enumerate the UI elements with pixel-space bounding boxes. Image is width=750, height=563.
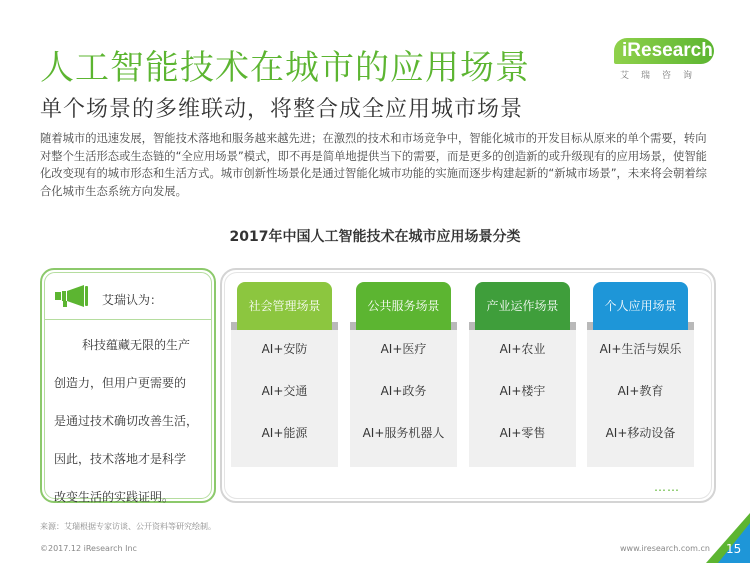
page-subtitle: 单个场景的多维联动，将整合成全应用城市场景 — [40, 97, 524, 122]
intro-paragraph: 随着城市的迅速发展，智能技术落地和服务越来越先进；在激烈的技术和市场竞争中，智能化城市的开发目标从原来的单个需要，转向对整个生活形态或生态链的“全应用场景”模式，即不再是简单地提供当下的需要，而是更多的创造新的或升级现有的应用场景，使智能化改变现有的城市形态和生活方式。城市创新性场景化是通过智能化城市功能的实施而逐步构建起新的“新城市场景”，未来将会朝着综合化城市生态系统方向发展。 — [40, 132, 707, 198]
page-number: 15 — [726, 542, 742, 556]
logo-wordmark: iResearch — [614, 38, 714, 64]
scenario-item: AI+交通 — [261, 384, 308, 398]
scenario-column-header: 个人应用场景 — [593, 282, 688, 330]
scenario-column-body — [231, 330, 338, 467]
website-url: www.iresearch.com.cn — [620, 544, 710, 553]
megaphone-icon — [54, 284, 96, 308]
scenario-column-header: 公共服务场景 — [356, 282, 451, 330]
page-title: 人工智能技术在城市的应用场景 — [40, 48, 530, 88]
scenario-column-personal — [593, 282, 688, 484]
scenario-column-body — [587, 330, 694, 467]
scenario-item: AI+生活与娱乐 — [599, 342, 682, 356]
scenario-column-header: 社会管理场景 — [237, 282, 332, 330]
scenario-column-header: 产业运作场景 — [475, 282, 570, 330]
scenario-column-body — [469, 330, 576, 467]
opinion-line: 改变生活的实践证明。 — [54, 490, 175, 504]
opinion-line: 是通过技术确切改善生活， — [54, 414, 199, 428]
scenario-item: AI+能源 — [261, 426, 308, 440]
scenario-item: AI+农业 — [499, 342, 546, 356]
opinion-line: 创造力，但用户更需要的 — [54, 376, 187, 390]
scenario-column-public — [356, 282, 451, 484]
source-note: 来源：艾瑞根据专家访谈、公开资料等研究绘制。 — [40, 522, 216, 531]
scenario-item: AI+零售 — [499, 426, 546, 440]
scenario-item: AI+医疗 — [380, 342, 427, 356]
scenario-item: AI+安防 — [261, 342, 308, 356]
opinion-line: 科技蕴藏无限的生产 — [82, 338, 191, 352]
scenario-item: AI+政务 — [380, 384, 427, 398]
scenario-column-industry — [475, 282, 570, 484]
more-ellipsis: …… — [654, 480, 680, 494]
scenario-item: AI+移动设备 — [605, 426, 676, 440]
scenario-item: AI+教育 — [617, 384, 664, 398]
logo-subtitle: 艾瑞咨询 — [620, 71, 705, 81]
diagram-title: 2017年中国人工智能技术在城市应用场景分类 — [229, 229, 521, 245]
opinion-text — [54, 326, 210, 516]
opinion-label: 艾瑞认为： — [102, 293, 163, 307]
scenario-column-social — [237, 282, 332, 484]
scenario-item: AI+楼宇 — [499, 384, 546, 398]
iresearch-logo — [614, 38, 714, 84]
opinion-line: 因此，技术落地才是科学 — [54, 452, 187, 466]
scenario-column-body — [350, 330, 457, 467]
copyright: ©2017.12 iResearch Inc — [40, 544, 137, 553]
scenario-item: AI+服务机器人 — [362, 426, 445, 440]
